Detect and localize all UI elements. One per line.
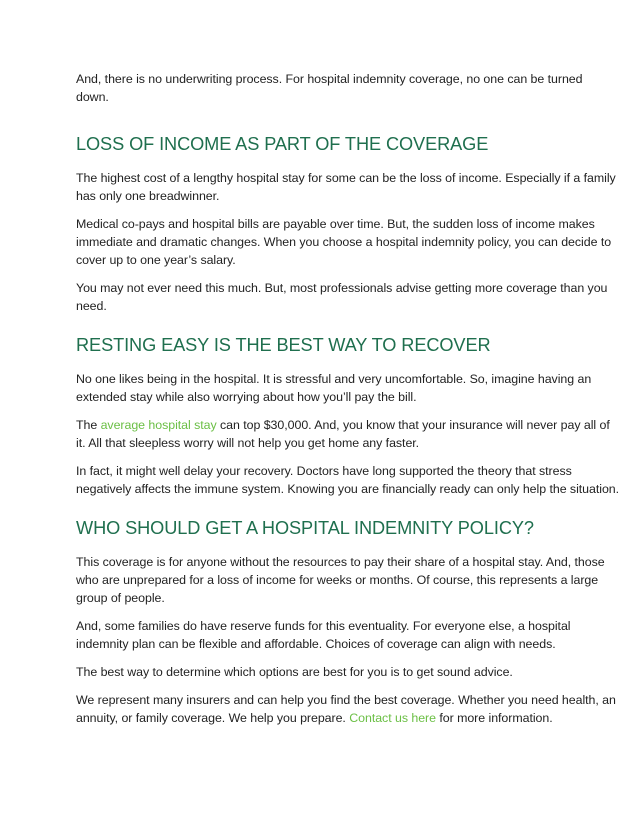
heading-loss-of-income: LOSS OF INCOME AS PART OF THE COVERAGE: [76, 134, 489, 154]
paragraph-with-link: [76, 691, 620, 727]
paragraph: You may not ever need this much. But, most professionals advise getting more coverage than you need.: [76, 281, 608, 313]
paragraph: This coverage is for anyone without the resources to pay their share of a hospital stay. And, those who are unprepared for a loss of income for weeks or months. Of course, this represents a large group of people.: [76, 555, 605, 605]
document-page: [76, 70, 620, 727]
text-after-link: for more information.: [435, 711, 553, 725]
average-hospital-stay-link[interactable]: average hospital stay: [100, 418, 217, 432]
paragraph: In fact, it might well delay your recovery. Doctors have long supported the theory that stress negatively affects the immune system. Knowing you are financially ready can only help the situation.: [76, 464, 620, 496]
text-before-link: We represent many insurers and can help you find the best coverage. Whether you need health, an annuity, or family coverage. We help you prepare.: [76, 693, 616, 725]
paragraph-with-link: [76, 416, 620, 452]
paragraph: The best way to determine which options are best for you is to get sound advice.: [76, 665, 513, 679]
heading-who-should-get: WHO SHOULD GET A HOSPITAL INDEMNITY POLICY?: [76, 518, 534, 538]
paragraph: Medical co-pays and hospital bills are payable over time. But, the sudden loss of income makes immediate and dramatic changes. When you choose a hospital indemnity policy, you can decide to cover up to one year’s salary.: [76, 217, 612, 267]
contact-us-link[interactable]: Contact us here: [349, 711, 436, 725]
intro-paragraph: And, there is no underwriting process. For hospital indemnity coverage, no one can be turned down.: [76, 72, 583, 104]
heading-resting-easy: RESTING EASY IS THE BEST WAY TO RECOVER: [76, 335, 491, 355]
paragraph: And, some families do have reserve funds for this eventuality. For everyone else, a hospital indemnity plan can be flexible and affordable. Choices of coverage can align with needs.: [76, 619, 571, 651]
text-before-link: The: [76, 418, 101, 432]
paragraph: The highest cost of a lengthy hospital stay for some can be the loss of income. Especially if a family has only one breadwinner.: [76, 171, 616, 203]
paragraph: No one likes being in the hospital. It is stressful and very uncomfortable. So, imagine having an extended stay while also worrying about how you’ll pay the bill.: [76, 372, 592, 404]
text-after-link: can top $30,000. And, you know that your insurance will never pay all of it. All that sleepless worry will not help you get home any faster.: [76, 418, 610, 450]
